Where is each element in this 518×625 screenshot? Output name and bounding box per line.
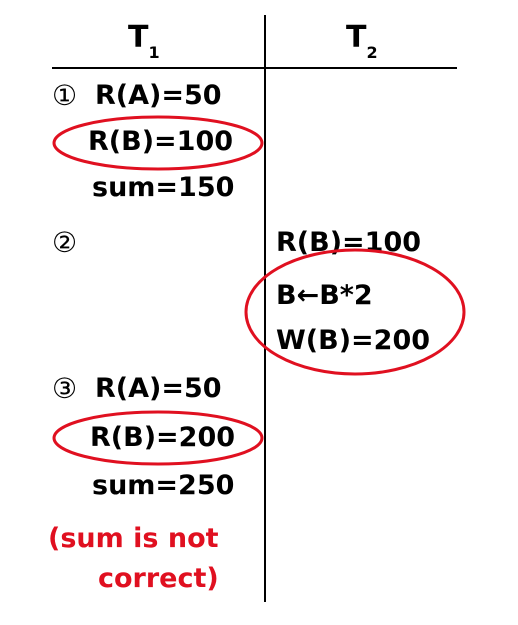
t2-read-b: R(B)=100 bbox=[276, 227, 422, 258]
t1-sum-step3: sum=250 bbox=[92, 470, 235, 501]
t1-read-a-step1: R(A)=50 bbox=[95, 80, 222, 111]
incorrect-sum-note-line2: correct) bbox=[98, 563, 219, 594]
t1-header-base: T bbox=[128, 20, 149, 55]
incorrect-sum-note-line1: (sum is not bbox=[48, 523, 219, 554]
t2-header-base: T bbox=[346, 20, 367, 55]
t1-header-subscript: 1 bbox=[148, 43, 160, 62]
t1-read-b-step1: R(B)=100 bbox=[88, 126, 234, 157]
t1-read-b-step3: R(B)=200 bbox=[90, 422, 236, 453]
step-3-marker: ③ bbox=[52, 372, 78, 405]
t1-read-a-step3: R(A)=50 bbox=[95, 373, 222, 404]
t2-write-b: W(B)=200 bbox=[276, 325, 431, 356]
highlight-ellipse-read-b-200 bbox=[54, 412, 262, 464]
t2-compute-b: B←B*2 bbox=[276, 280, 373, 311]
t1-sum-step1: sum=150 bbox=[92, 172, 235, 203]
step-2-marker: ② bbox=[52, 226, 78, 259]
highlight-ellipse-read-b-100 bbox=[54, 117, 262, 169]
step-1-marker: ① bbox=[52, 79, 78, 112]
highlight-ellipse-t2-update bbox=[246, 250, 464, 374]
t2-header-subscript: 2 bbox=[366, 43, 378, 62]
